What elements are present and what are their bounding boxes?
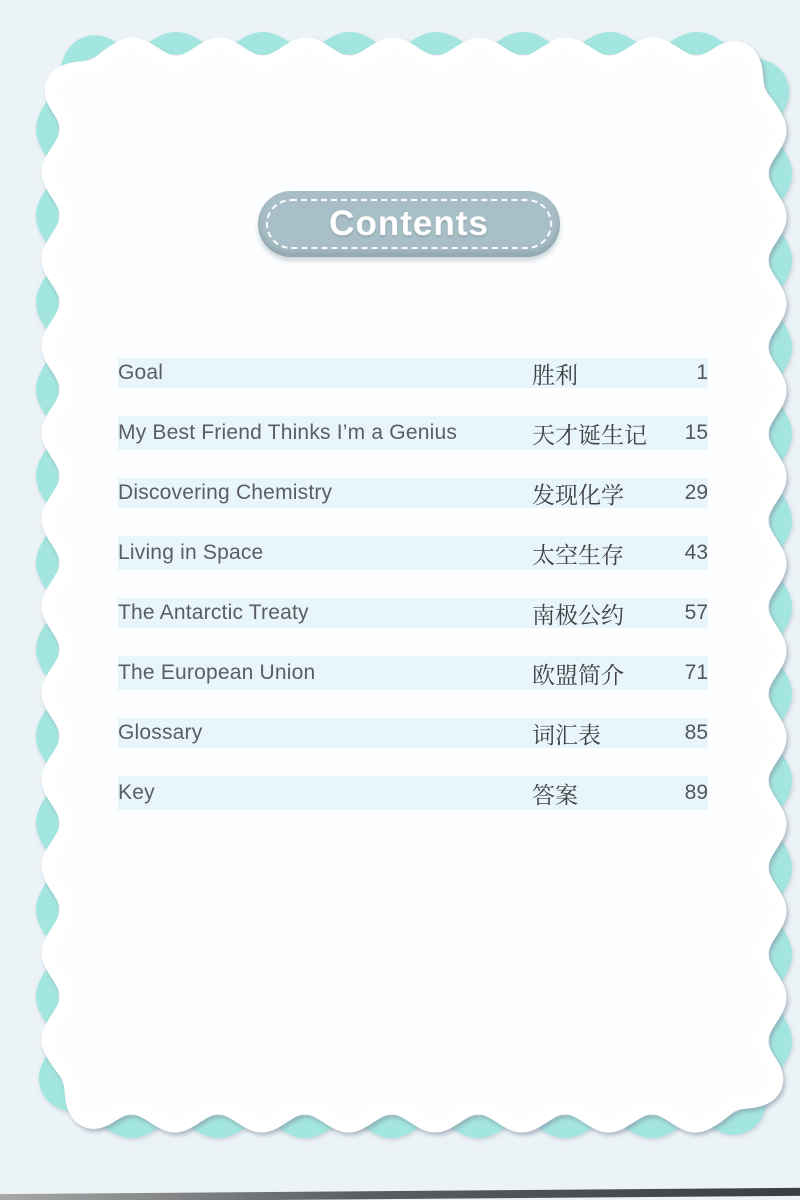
toc-row	[118, 643, 708, 703]
toc-title-zh: 词汇表	[532, 721, 601, 748]
toc-list	[118, 343, 708, 823]
toc-title-zh: 天才诞生记	[532, 421, 647, 448]
toc-title-en: Living in Space	[118, 541, 264, 564]
contents-badge-dashed-border	[266, 199, 552, 249]
toc-title-zh: 太空生存	[532, 541, 624, 568]
toc-row	[118, 583, 708, 643]
toc-title-en: Glossary	[118, 721, 203, 744]
toc-row	[118, 703, 708, 763]
toc-row	[118, 763, 708, 823]
toc-page-number: 71	[684, 661, 708, 684]
toc-title-zh: 发现化学	[532, 481, 624, 508]
toc-row	[118, 343, 708, 403]
toc-row	[118, 463, 708, 523]
toc-title-en: My Best Friend Thinks I’m a Genius	[118, 421, 458, 444]
contents-badge	[258, 191, 560, 257]
toc-page-number: 57	[684, 601, 708, 624]
toc-title-en: The European Union	[118, 661, 316, 684]
toc-page-number: 1	[696, 361, 708, 384]
toc-page-number: 85	[684, 721, 708, 744]
contents-title: Contents	[329, 204, 489, 243]
toc-title-en: Key	[118, 781, 155, 804]
toc-title-zh: 胜利	[532, 361, 578, 388]
toc-title-zh: 答案	[532, 781, 578, 808]
toc-title-zh: 欧盟简介	[532, 661, 624, 688]
toc-title-en: Discovering Chemistry	[118, 481, 333, 504]
toc-title-en: Goal	[118, 361, 164, 384]
toc-title-en: The Antarctic Treaty	[118, 601, 309, 624]
toc-page-number: 43	[684, 541, 708, 564]
toc-page-number: 89	[684, 781, 708, 804]
toc-row	[118, 523, 708, 583]
toc-page-number: 29	[684, 481, 708, 504]
toc-page-number: 15	[684, 421, 708, 444]
toc-row	[118, 403, 708, 463]
toc-title-zh: 南极公约	[532, 601, 624, 628]
